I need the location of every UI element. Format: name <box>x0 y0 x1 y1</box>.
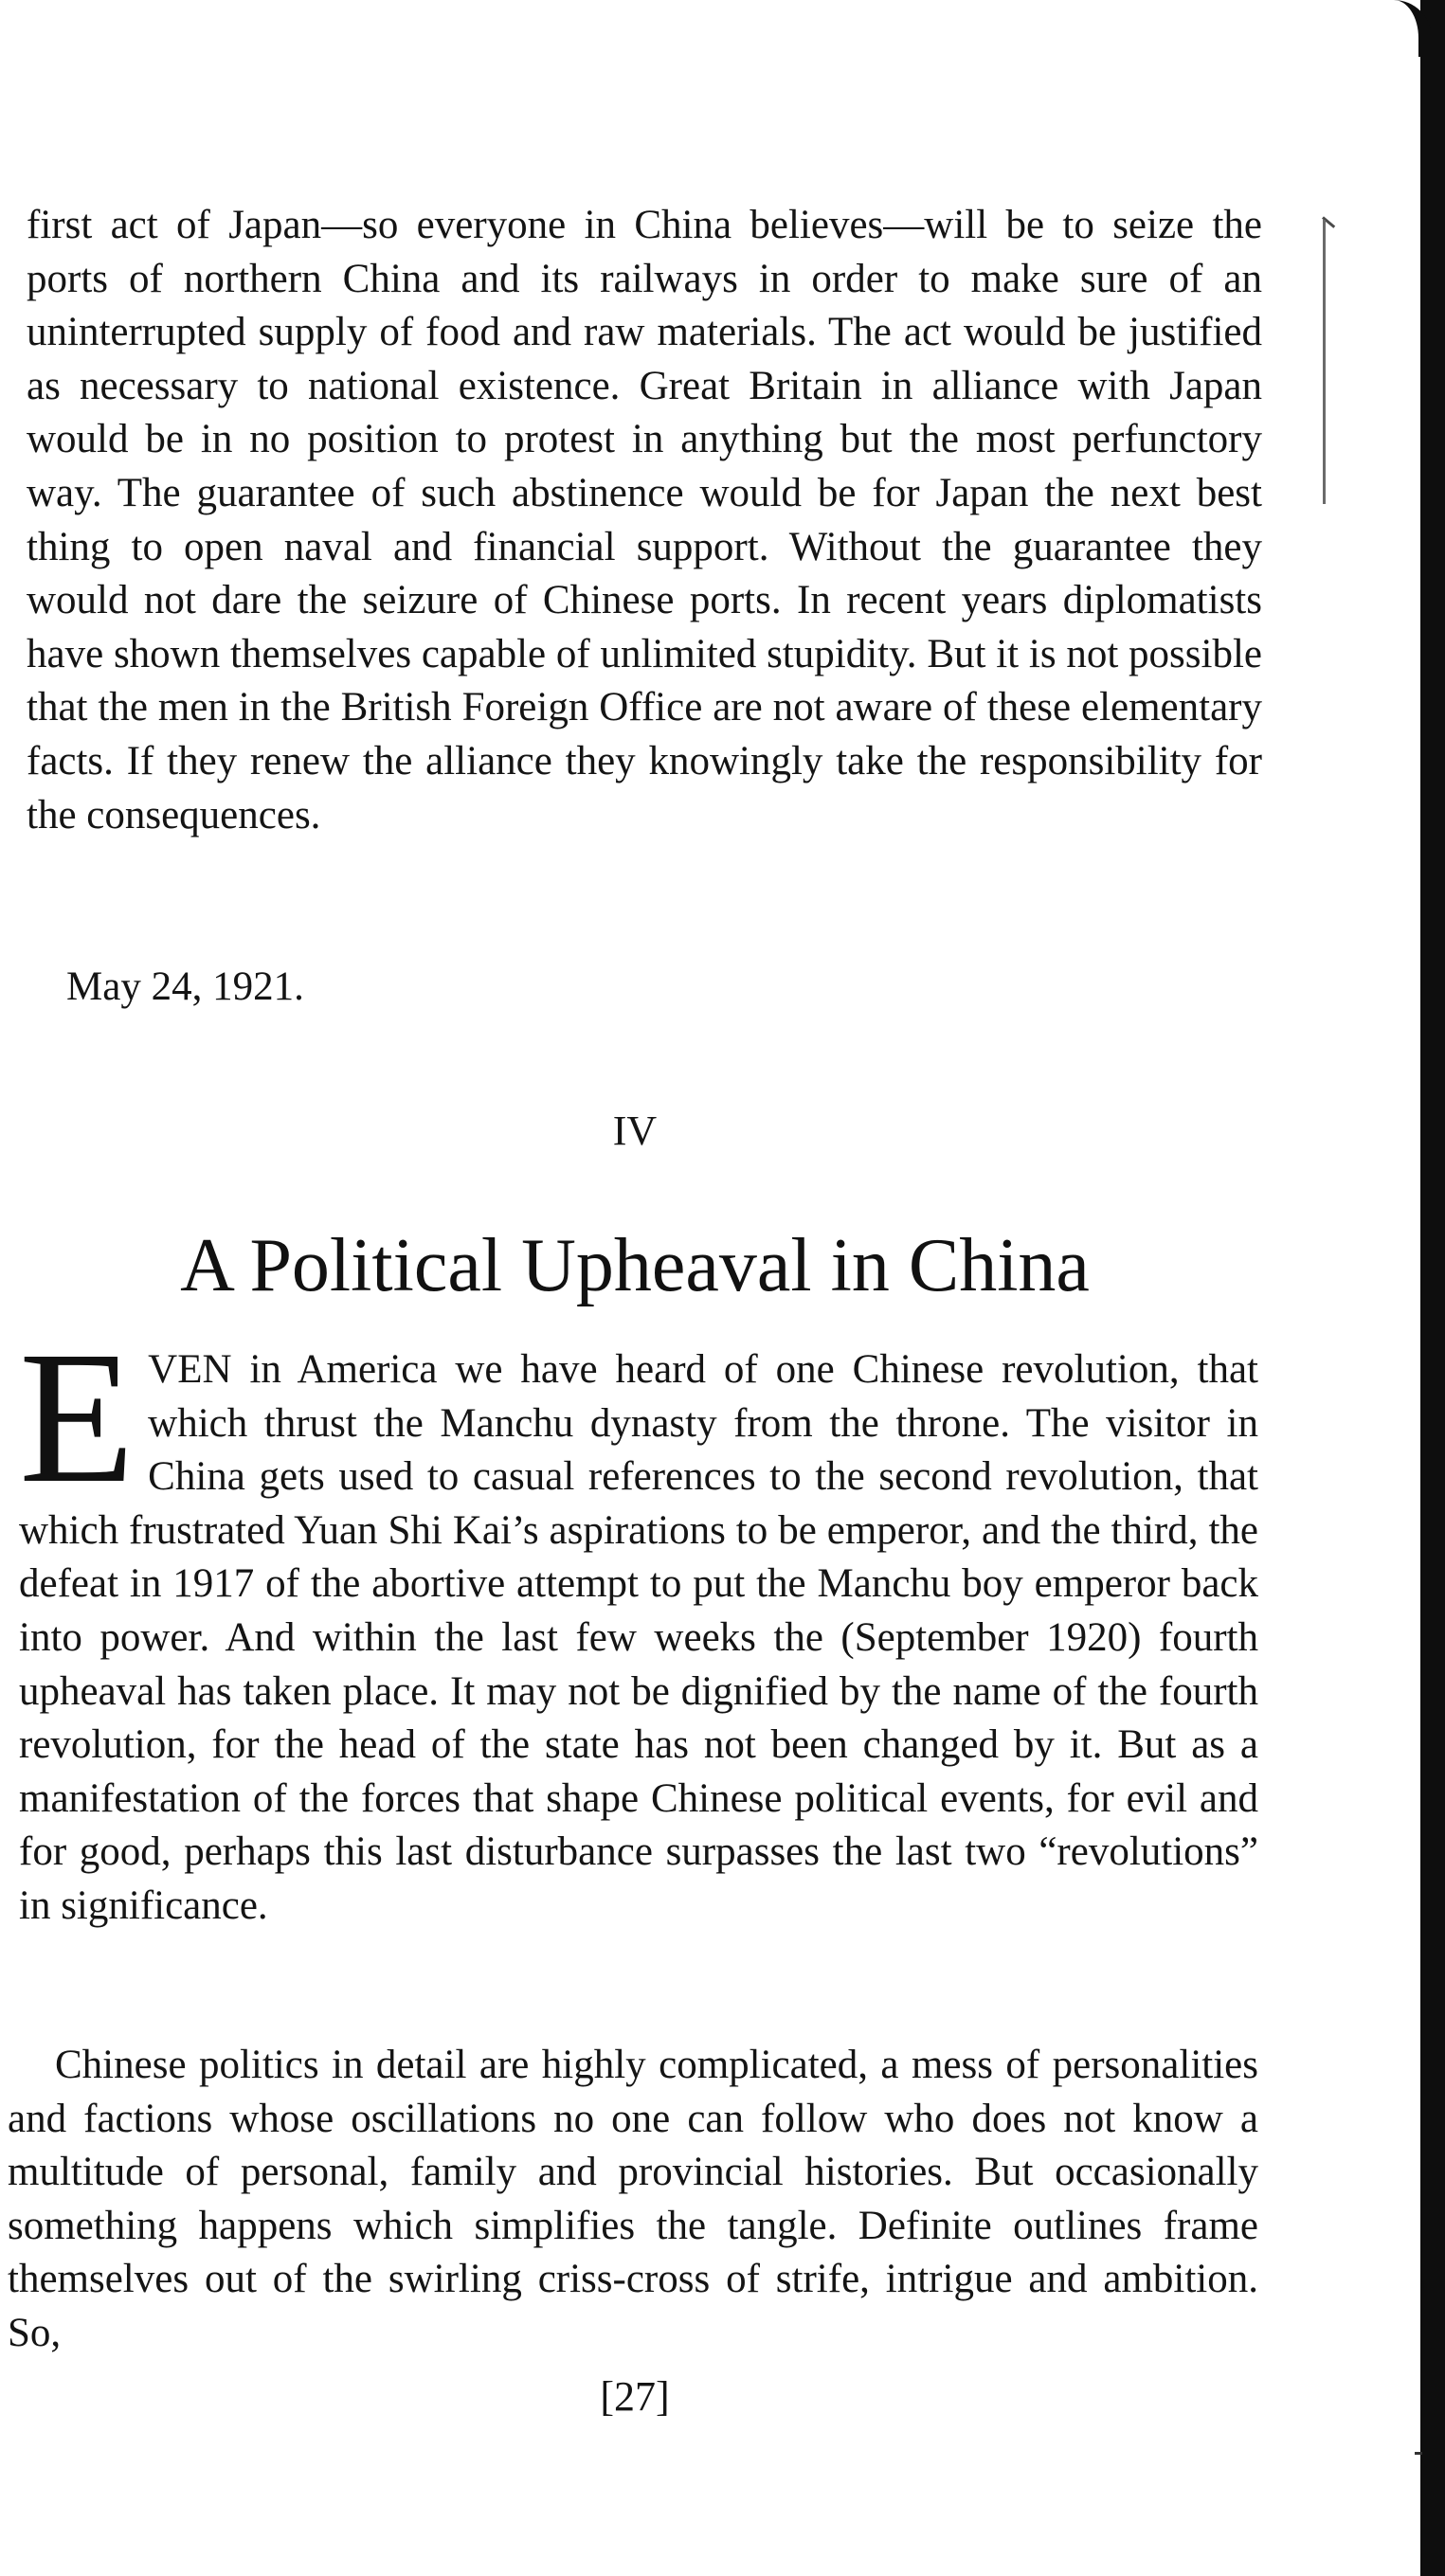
section-numeral: IV <box>612 1108 658 1154</box>
edge-mark <box>1415 2452 1422 2455</box>
dateline: May 24, 1921. <box>66 964 304 1009</box>
margin-rule <box>1323 220 1326 504</box>
body-paragraph <box>8 2039 1258 2361</box>
paragraph-text: Chinese politics in detail are highly complicated, a mess of personalities and factions whose oscillations no one can follow who does not know a multitude of personal, family and provincial histories. But occasionally something happens which simplifies the tangle. Definite outlines frame themselves out of the swirling criss-cross of strife, intrigue and ambition. So, <box>8 2043 1258 2355</box>
chapter-opening-paragraph <box>19 1313 1258 1934</box>
drop-cap: E <box>19 1313 135 1522</box>
paragraph-continued: first act of Japan—so everyone in China believes—will be to seize the ports of northern China and its railways in order to make sure of an uninterrupted supply of food and raw materials. The act would be justified as necessary to national existence. Great Britain in alliance with Japan would be in no position to protest in anything but the most perfunctory way. The guarantee of such abstinence would be for Japan the next best thing to open naval and financial support. Without the guarantee they would not dare the seizure of Chinese ports. In recent years diplomatists have shown themselves capable of unlimited stupidity. But it is not possible that the men in the British Foreign Office are not aware of these elementary facts. If they renew the alliance they knowingly take the responsibility for the consequences. <box>27 203 1262 838</box>
page-number: [27] <box>600 2373 670 2420</box>
opening-paragraph-text: VEN in America we have heard of one Chinese revolution, that which thrust the Manchu dynasty from the throne. The visitor in China gets used to casual references to the second revolution, that which frustrated Yuan Shi Kai’s aspirations to be emperor, and the third, the defeat in 1917 of the abortive attempt to put the Manchu boy emperor back into power. And within the last few weeks the (September 1920) fourth upheaval has taken place. It may not be dignified by the name of the fourth revolution, for the head of the state has not been changed by it. But as a manifestation of the forces that shape Chinese political events, for evil and for good, perhaps this last disturbance surpasses the last two “revolutions” in significance. <box>19 1347 1258 1928</box>
chapter-title: A Political Upheaval in China <box>180 1224 1090 1307</box>
page-edge-shadow <box>1420 0 1445 2576</box>
